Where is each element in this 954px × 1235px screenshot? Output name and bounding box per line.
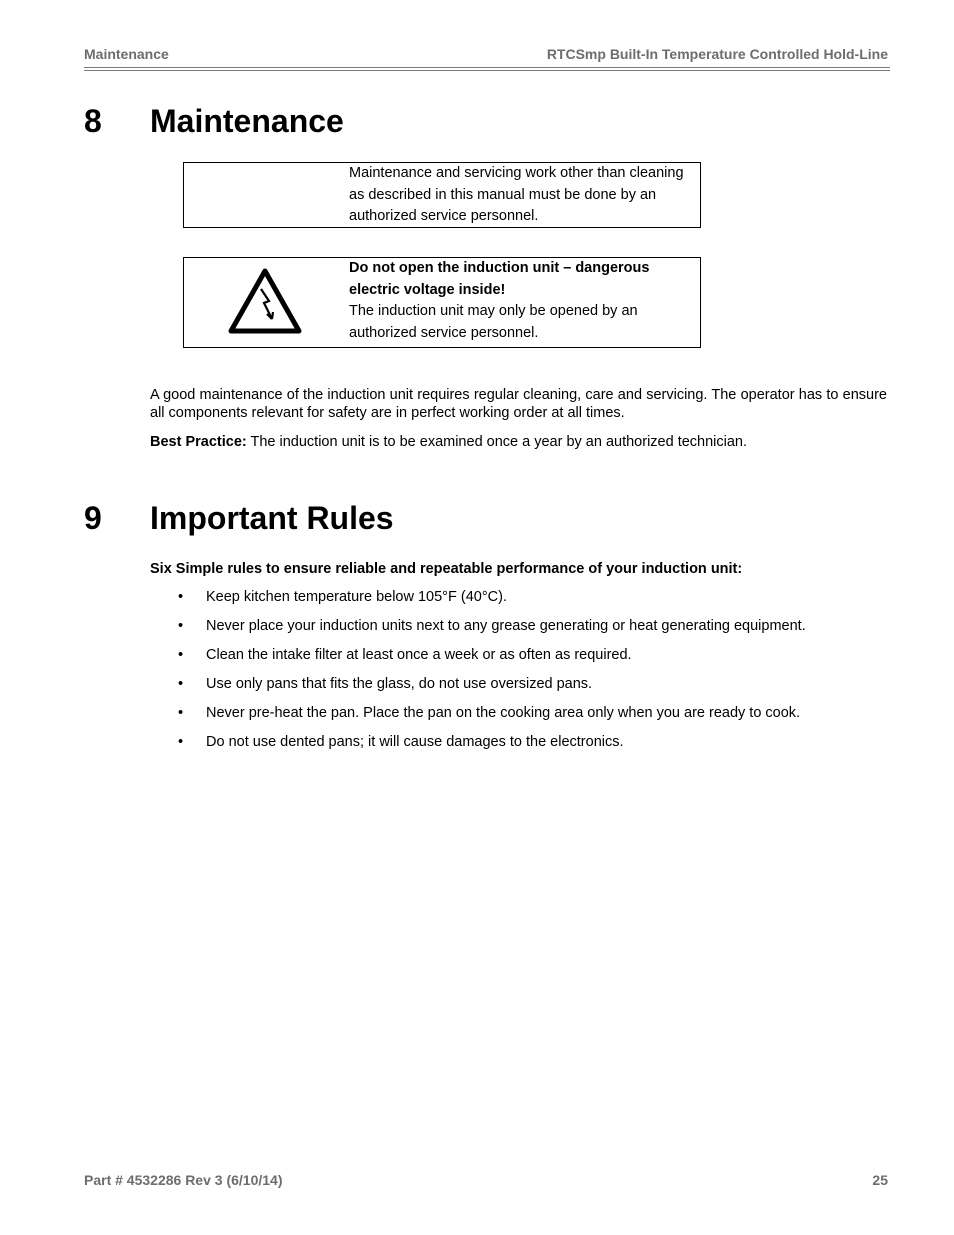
- best-practice-paragraph: [150, 433, 887, 451]
- list-item: • Do not use dented pans; it will cause damages to the electronics.: [178, 734, 624, 750]
- list-item: • Clean the intake filter at least once a week or as often as required.: [178, 647, 632, 663]
- list-item: • Use only pans that fits the glass, do not use oversized pans.: [178, 676, 593, 692]
- list-item: • Never place your induction units next to any grease generating or heat generating equipment.: [178, 618, 806, 634]
- list-item: • Keep kitchen temperature below 105°F (40°C).: [178, 589, 507, 605]
- header-rule: [84, 67, 890, 68]
- maintenance-paragraph: A good maintenance of the induction unit requires regular cleaning, care and servicing. The operator has to ensure all components relevant for safety are in perfect working order at all times.: [150, 387, 887, 421]
- rules-intro: Six Simple rules to ensure reliable and repeatable performance of your induction unit:: [150, 561, 743, 577]
- footer-part-number: Part # 4532286 Rev 3 (6/10/14): [84, 1172, 283, 1188]
- bullet-icon: •: [178, 734, 184, 750]
- best-practice-text: The induction unit is to be examined once a year by an authorized technician.: [246, 434, 748, 450]
- bullet-icon: •: [178, 647, 184, 663]
- section-9-heading: [84, 500, 394, 537]
- section-number: 8: [84, 103, 102, 139]
- header-rule: [84, 70, 890, 71]
- section-number: 9: [84, 500, 102, 536]
- section-8-heading: [84, 103, 344, 140]
- header-section-name: Maintenance: [84, 46, 169, 62]
- service-notice-box: [183, 162, 701, 228]
- voltage-warning-title: Do not open the induction unit – dangerous electric voltage inside!: [349, 260, 650, 298]
- best-practice-label: Best Practice:: [150, 434, 247, 450]
- bullet-icon: •: [178, 589, 184, 605]
- bullet-icon: •: [178, 705, 184, 721]
- section-title: Important Rules: [150, 500, 394, 536]
- service-notice-text: Maintenance and servicing work other than cleaning as described in this manual must be done by an authorized service personnel.: [349, 165, 684, 224]
- high-voltage-warning-icon: [228, 267, 302, 335]
- voltage-warning-box: [183, 257, 701, 348]
- footer-page-number: 25: [872, 1172, 888, 1188]
- bullet-icon: •: [178, 618, 184, 634]
- rules-list: [150, 588, 887, 762]
- section-title: Maintenance: [150, 103, 344, 139]
- voltage-warning-text: The induction unit may only be opened by an authorized service personnel.: [349, 303, 638, 341]
- header-document-title: RTCSmp Built-In Temperature Controlled Hold-Line: [546, 46, 888, 62]
- bullet-icon: •: [178, 676, 184, 692]
- list-item: • Never pre-heat the pan. Place the pan on the cooking area only when you are ready to cook.: [178, 705, 801, 721]
